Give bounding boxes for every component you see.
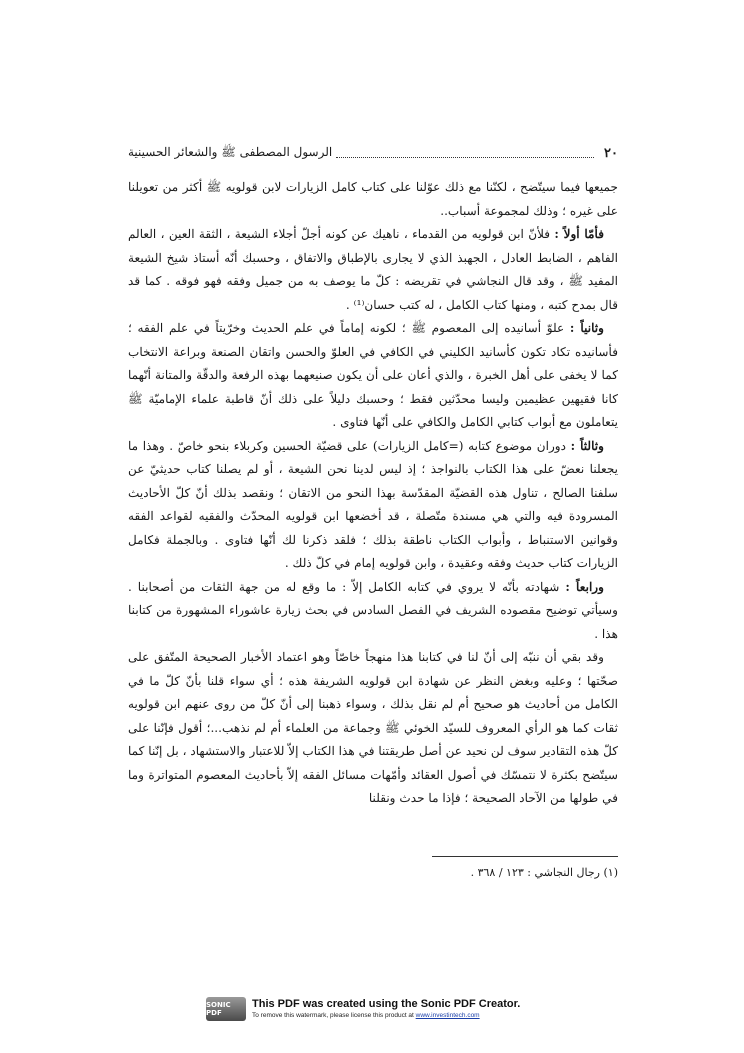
paragraph-lead: ورابعاً : xyxy=(565,579,604,594)
footnote-divider xyxy=(432,856,618,857)
paragraph-fourth xyxy=(128,576,618,647)
paragraph-second xyxy=(128,317,618,435)
paragraph-lead: وثالثاً : xyxy=(570,438,604,453)
header-title: الرسول المصطفى ﷺ والشعائر الحسينية xyxy=(128,144,333,159)
header-dot-leader xyxy=(336,149,594,158)
page-number: ٢٠ xyxy=(604,145,618,161)
paragraph-lead: فأمّا أولاً : xyxy=(554,227,604,241)
paragraph-text: دوران موضوع كتابه (=كامل الزيارات) على قضيّة الحسين وكربلاء بنحو خاصّ . وهذا ما يجعلنا نعضّ على هذا الكتاب بالنواجذ ؛ إذ ليس لدينا نحن الشيعة ، أو لم يصلنا كتاب حديثيّ عن سلفنا الصالح ، تناول هذه القضيّة المقدّسة بهذا النحو من الاتقان ؛ ونقصد بذلك أنّ كلّ الأحاديث المسرودة فيه والتي هي مسندة متّصلة ، قد أخضعها ابن قولويه المحدّث والفقيه لقواعد الفقه وقوانين الاستنباط ، وأبواب الكتاب ناطقة بذلك ؛ فلقد ذكرنا لك أنّها فتاوى . وبالجملة فكامل الزيارات كتاب حديث وفقه وعقيدة ، وابن قولويه إمام في كلّ ذلك . xyxy=(128,438,618,570)
paragraph-intro xyxy=(128,176,618,223)
pdf-watermark xyxy=(206,996,546,1022)
body-text xyxy=(128,176,618,811)
paragraph-first xyxy=(128,223,618,317)
paragraph-text: وقد بقي أن ننبّه إلى أنّ لنا في كتابنا هذا منهجاً خاصّاً وهو اعتماد الأخبار الصحيحة المتّفق على صحّتها ؛ وعليه وبغض النظر عن شهادة ابن قولويه الشريفة هذه ؛ أي سواء قلنا بأنّ كلّ ما في الكامل من أحاديث هو صحيح أم لم نقل بذلك ، وسواء ذهبنا إلى أنّ كلّ من روى عنهم ابن قولويه ثقات كما هو الرأي المعروف للسيّد الخوئي ﷺ وجماعة من العلماء أم لم نذهب...؛ أقول فإنّنا على كلّ هذه التقادير سوف لن نحيد عن أصل طريقتنا في هذا الكتاب إلاّ للاعتبار والاستشهاد ، بل إنّنا كما سيتّضح بكثرة لا نتمسّك في أصول العقائد وأمّهات مسائل الفقه إلاّ بأحاديث المعصوم المتواترة وما في طولها من الآحاد الصحيحة ؛ فإذا ما حدث ونقلنا xyxy=(128,650,618,805)
paragraph-lead: وثانياً : xyxy=(569,321,604,335)
sonic-pdf-logo-icon: SONIC PDF xyxy=(206,997,246,1021)
paragraph-text: شهادته بأنّه لا يروي في كتابه الكامل إلاّ : ما وقع له من جهة الثقات من أصحابنا . وسيأتي توضيح مقصوده الشريف في الفصل السادس في بحث زيارة عاشوراء المشهورة من كتابنا هذا . xyxy=(128,579,618,641)
paragraph-third xyxy=(128,435,618,576)
watermark-text xyxy=(252,998,520,1020)
running-header xyxy=(128,142,618,164)
paragraph-text: علوّ أسانيده إلى المعصوم ﷺ ؛ لكونه إماماً في علم الحديث وخرّيتاً في علم الفقه ؛ فأسانيده تكاد تكون كأسانيد الكليني في الكافي في العلوّ والحسن واتقان الصنعة وبراعة الانتخاب كما لا يخفى على أهل الخبرة ، والذي أعان على أن يكون صنيعهما بهذه الرفعة والدقّة والمتانة أنّهما كانا فقيهين عظيمين وليسا محدّثين فقط ؛ وحسبك دليلاً على ذلك أنّ قاطبة علماء الإماميّة ﷺ يتعاملون مع أبواب كتابي الكامل والكافي على أنّها فتاوى . xyxy=(128,321,618,429)
paragraph-text: جميعها فيما سيتّضح ، لكنّنا مع ذلك عوّلنا على كتاب كامل الزيارات لابن قولويه ﷺ أكثر من تعويلنا على غيره ؛ وذلك لمجموعة أسباب.. xyxy=(128,180,618,218)
footnote: (١) رجال النجاشي : ١٢٣ / ٣٦٨ . xyxy=(470,866,618,879)
watermark-line-2 xyxy=(252,1011,520,1020)
paragraph-text: فلأنّ ابن قولويه من القدماء ، ناهيك عن كونه أجلّ أجلاء الشيعة ، الثقة العين ، العالم الفاهم ، الضابط العادل ، الجهبذ الذي لا يجارى بالإطباق والاتفاق ، وحسبك أنّه أستاذ شيخ الشيعة المفيد ﷺ ، وقد قال النجاشي في تقريضه : كلّ ما يوصف به من جميل وفقه فهو فوقه . كما قد قال بمدح كتبه ، ومنها كتاب الكامل ، له كتب حسان⁽¹⁾ . xyxy=(128,227,618,312)
watermark-link[interactable]: www.investintech.com xyxy=(415,1012,480,1019)
watermark-line-2-text: To remove this watermark, please license this product at xyxy=(252,1012,416,1019)
paragraph-closing xyxy=(128,646,618,811)
watermark-line-1: This PDF was created using the Sonic PDF Creator. xyxy=(252,998,521,1010)
